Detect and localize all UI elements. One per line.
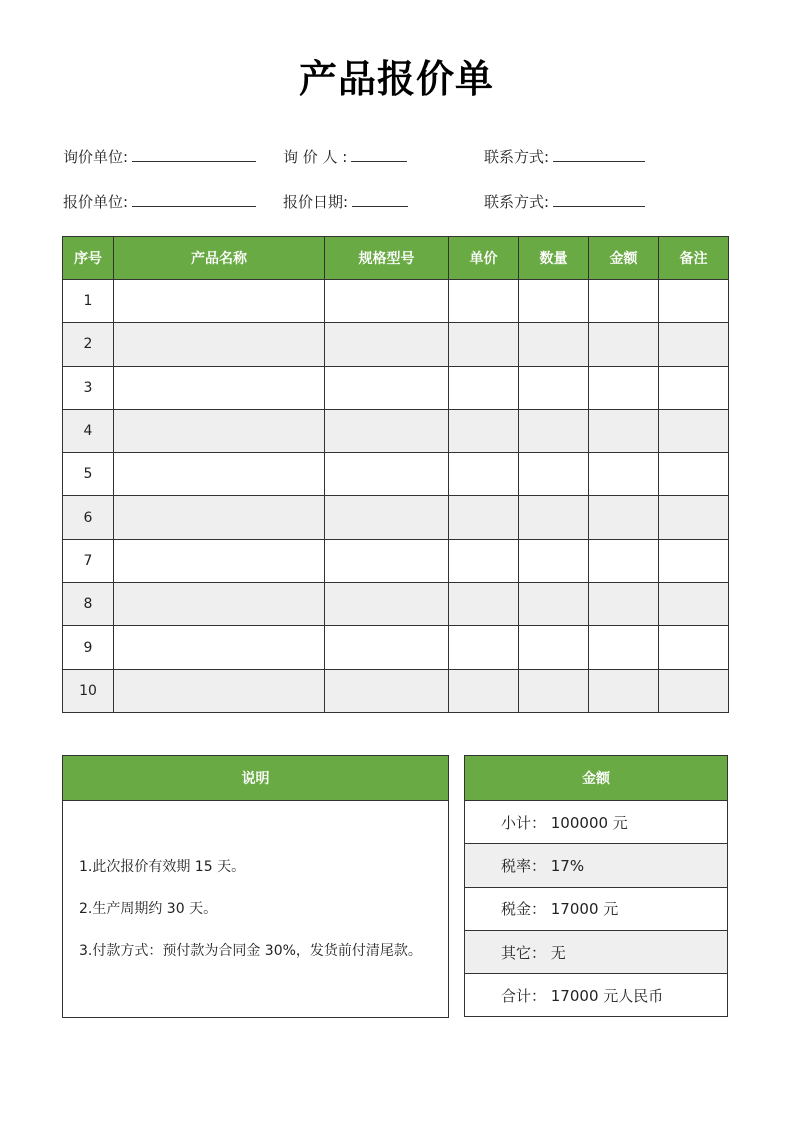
unit-price-cell[interactable] [449,539,519,582]
row-seq-cell: 7 [63,539,114,582]
inquiry-unit-blank[interactable] [132,147,256,162]
amount-subtotal: 小计： 100000 元 [465,801,728,844]
unit-price-cell[interactable] [449,280,519,323]
unit-price-cell[interactable] [449,669,519,712]
page-title: 产品报价单 [298,57,494,101]
product-name-cell[interactable] [114,669,325,712]
table-row [63,453,729,496]
quote-date-label: 报价日期: [283,193,349,211]
remark-cell[interactable] [659,280,729,323]
table-row [63,323,729,366]
table-row [63,280,729,323]
unit-price-cell[interactable] [449,453,519,496]
spec-model-cell[interactable] [325,366,449,409]
header-quantity: 数量 [519,237,589,280]
unit-price-cell[interactable] [449,496,519,539]
quantity-cell[interactable] [519,583,589,626]
amount-cell[interactable] [589,280,659,323]
spec-model-cell[interactable] [325,453,449,496]
row-seq-cell: 10 [63,669,114,712]
quantity-cell[interactable] [519,539,589,582]
remark-cell[interactable] [659,496,729,539]
quantity-cell[interactable] [519,323,589,366]
header-amount: 金额 [589,237,659,280]
amount-cell[interactable] [589,366,659,409]
product-name-cell[interactable] [114,280,325,323]
contact1-blank[interactable] [553,147,645,162]
header-seq: 序号 [63,237,114,280]
amount-cell[interactable] [589,453,659,496]
unit-price-cell[interactable] [449,626,519,669]
remark-cell[interactable] [659,453,729,496]
amounts-header: 金额 [465,756,728,801]
table-row [63,366,729,409]
inquirer-field[interactable] [283,146,407,167]
product-name-cell[interactable] [114,583,325,626]
unit-price-cell[interactable] [449,366,519,409]
product-name-cell[interactable] [114,539,325,582]
amount-cell[interactable] [589,409,659,452]
remark-cell[interactable] [659,323,729,366]
unit-price-cell[interactable] [449,583,519,626]
remark-cell[interactable] [659,583,729,626]
inquiry-unit-label: 询价单位: [63,148,129,166]
table-row [63,583,729,626]
amount-cell[interactable] [589,539,659,582]
note-item: 3.付款方式：预付款为合同金 30%，发货前付清尾款。 [79,943,422,959]
product-name-cell[interactable] [114,366,325,409]
remark-cell[interactable] [659,539,729,582]
spec-model-cell[interactable] [325,626,449,669]
row-seq-cell: 2 [63,323,114,366]
quantity-cell[interactable] [519,366,589,409]
quantity-cell[interactable] [519,409,589,452]
contact2-field[interactable] [484,191,645,212]
amount-cell[interactable] [589,323,659,366]
notes-body [63,801,449,1018]
spec-model-cell[interactable] [325,669,449,712]
remark-cell[interactable] [659,409,729,452]
contact2-blank[interactable] [553,192,645,207]
row-seq-cell: 1 [63,280,114,323]
amount-cell[interactable] [589,583,659,626]
spec-model-cell[interactable] [325,496,449,539]
contact1-field[interactable] [484,146,645,167]
amount-cell[interactable] [589,496,659,539]
quote-date-field[interactable] [283,191,408,212]
product-name-cell[interactable] [114,409,325,452]
header-unit-price: 单价 [449,237,519,280]
contact2-label: 联系方式: [484,193,550,211]
product-name-cell[interactable] [114,453,325,496]
spec-model-cell[interactable] [325,409,449,452]
info-row-1 [63,146,743,168]
notes-header: 说明 [63,756,449,801]
row-seq-cell: 6 [63,496,114,539]
quantity-cell[interactable] [519,496,589,539]
inquirer-blank[interactable] [351,147,407,162]
quote-date-blank[interactable] [352,192,408,207]
table-row [63,539,729,582]
remark-cell[interactable] [659,669,729,712]
header-product-name: 产品名称 [114,237,325,280]
header-remark: 备注 [659,237,729,280]
unit-price-cell[interactable] [449,409,519,452]
quote-unit-blank[interactable] [132,192,256,207]
spec-model-cell[interactable] [325,583,449,626]
amount-other: 其它： 无 [465,930,728,973]
remark-cell[interactable] [659,626,729,669]
inquirer-label: 询 价 人 : [283,148,348,166]
table-row [63,409,729,452]
amount-tax: 税金： 17000 元 [465,887,728,930]
row-seq-cell: 3 [63,366,114,409]
info-row-2 [63,191,743,213]
unit-price-cell[interactable] [449,323,519,366]
row-seq-cell: 8 [63,583,114,626]
row-seq-cell: 4 [63,409,114,452]
amount-cell[interactable] [589,626,659,669]
quote-unit-field[interactable] [63,191,256,212]
remark-cell[interactable] [659,366,729,409]
note-item: 2.生产周期约 30 天。 [79,901,218,917]
product-name-cell[interactable] [114,626,325,669]
table-row [63,669,729,712]
quantity-cell[interactable] [519,280,589,323]
amount-cell[interactable] [589,669,659,712]
quantity-cell[interactable] [519,453,589,496]
product-name-cell[interactable] [114,323,325,366]
row-seq-cell: 9 [63,626,114,669]
table-row [63,626,729,669]
note-item: 1.此次报价有效期 15 天。 [79,859,246,875]
notes-panel [62,755,449,1018]
quote-unit-label: 报价单位: [63,193,129,211]
table-header-row [63,237,729,280]
inquiry-unit-field[interactable] [63,146,256,167]
row-seq-cell: 5 [63,453,114,496]
table-row [63,496,729,539]
amount-total: 合计： 17000 元人民币 [465,974,728,1017]
quantity-cell[interactable] [519,669,589,712]
amount-tax-rate: 税率： 17% [465,844,728,887]
product-table [62,236,729,713]
product-name-cell[interactable] [114,496,325,539]
spec-model-cell[interactable] [325,539,449,582]
quantity-cell[interactable] [519,626,589,669]
amounts-panel [464,755,728,1017]
header-spec-model: 规格型号 [325,237,449,280]
spec-model-cell[interactable] [325,323,449,366]
contact1-label: 联系方式: [484,148,550,166]
spec-model-cell[interactable] [325,280,449,323]
